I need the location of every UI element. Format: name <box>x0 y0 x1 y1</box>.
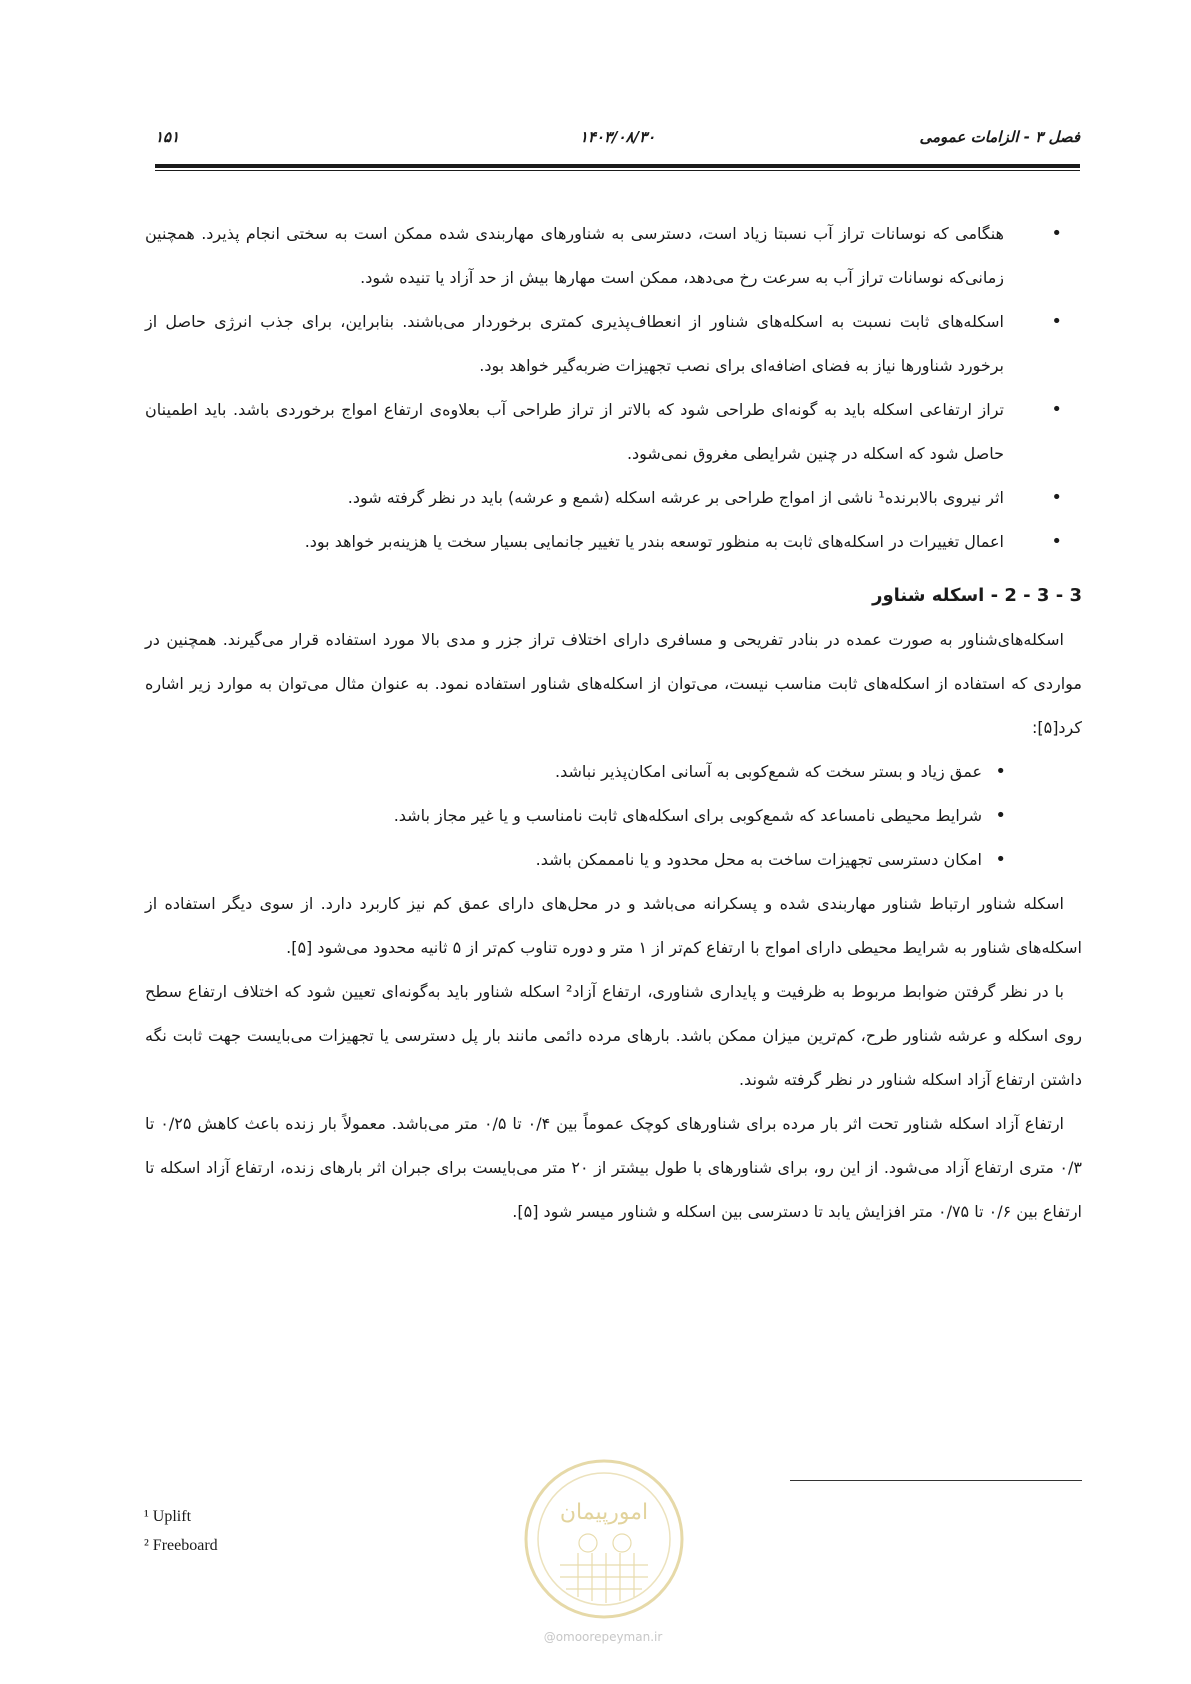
watermark-logo-text: امورپیمان <box>559 1500 649 1525</box>
list-item: • اسکله‌های ثابت نسبت به اسکله‌های شناور از انعطاف‌پذیری کمتری برخوردار می‌باشند. بنابراین، برای جذب انرژی حاصل از برخورد شناورها نیاز به فضای اضافه‌ای برای نصب تجهیزات ضربه‌گیر خواهد بود. <box>145 300 1082 388</box>
list-item: • امکان دسترسی تجهیزات ساخت به محل محدود و یا نامممکن باشد. <box>145 838 1082 882</box>
paragraph: با در نظر گرفتن ضوابط مربوط به ظرفیت و پایداری شناوری، ارتفاع آزاد² اسکله شناور باید به‌گونه‌ای تعیین شود که اختلاف ارتفاع سطح روی اسکله و عرشه شناور طرح، کم‌ترین میزان ممکن باشد. بارهای مرده دائمی مانند بار پل دسترسی یا تجهیزات می‌بایست جهت ثابت نگه داشتن ارتفاع آزاد اسکله شناور در نظر گرفته شوند. <box>145 982 1082 1089</box>
list-item: • هنگامی که نوسانات تراز آب نسبتا زیاد است، دسترسی به شناورهای مهاربندی شده ممکن است به سختی انجام پذیرد. همچنین زمانی‌که نوسانات تراز آب به سرعت رخ می‌دهد، ممکن است مهارها بیش از حد آزاد یا تنیده شود. <box>145 212 1082 300</box>
footnote-separator <box>790 1480 1082 1481</box>
list-item: • عمق زیاد و بستر سخت که شمع‌کوبی به آسانی امکان‌پذیر نباشد. <box>145 750 1082 794</box>
paragraph: اسکله‌های‌شناور به صورت عمده در بنادر تفریحی و مسافری دارای اختلاف تراز جزر و مدی بالا مورد استفاده قرار می‌گیرند. همچنین در مواردی که استفاده از اسکله‌های ثابت مناسب نیست، می‌توان از اسکله‌های شناور استفاده نمود. به عنوان مثال می‌توان به موارد زیر اشاره کرد[۵]: <box>145 630 1082 737</box>
footnotes <box>144 1502 218 1560</box>
watermark-logo-icon <box>522 1457 686 1621</box>
section-heading <box>145 574 1082 618</box>
list-item: • اعمال تغییرات در اسکله‌های ثابت به منظور توسعه بندر یا تغییر جانمایی بسیار سخت یا هزینه‌بر خواهد بود. <box>145 520 1082 564</box>
bullet-list-floating-cases <box>145 750 1082 882</box>
page-number: ۱۵۱ <box>155 128 180 146</box>
paragraph: ارتفاع آزاد اسکله شناور تحت اثر بار مرده برای شناورهای کوچک عموماً بین ۰/۴ تا ۰/۵ متر می‌باشد. معمولاً بار زنده باعث کاهش ۰/۲۵ تا ۰/۳ متری ارتفاع آزاد می‌شود. از این رو، برای شناورهای با طول بیشتر از ۲۰ متر می‌بایست برای جبران اثر بارهای زنده، ارتفاع آزاد اسکله تا ارتفاع بین ۰/۶ تا ۰/۷۵ متر افزایش یابد تا دسترسی بین اسکله و شناور میسر شود [۵]. <box>145 1114 1082 1221</box>
header-rule-thin <box>155 170 1080 171</box>
header-rule-thick <box>155 164 1080 168</box>
list-item: • شرایط محیطی نامساعد که شمع‌کوبی برای اسکله‌های ثابت نامناسب و یا غیر مجاز باشد. <box>145 794 1082 838</box>
footnote: ¹ Uplift <box>144 1508 192 1525</box>
page-body <box>145 212 1082 1234</box>
header-date: ۱۴۰۳/۰۸/۳۰ <box>579 128 656 146</box>
paragraph: اسکله شناور ارتباط شناور مهاربندی شده و پسکرانه می‌باشد و در محل‌های دارای عمق کم نیز کاربرد دارد. از سوی دیگر استفاده از اسکله‌های شناور به شرایط محیطی دارای امواج با ارتفاع کم‌تر از ۱ متر و دوره تناوب کم‌تر از ۵ ثانیه محدود می‌شود [۵]. <box>145 894 1082 957</box>
bullet-list-fixed-pier <box>145 212 1082 564</box>
footnote: ² Freeboard <box>144 1537 218 1554</box>
page-header <box>155 128 1080 158</box>
chapter-title: فصل ۳ - الزامات عمومی <box>919 128 1080 146</box>
watermark-url: @omoorepeyman.ir <box>543 1630 663 1644</box>
list-item: • اثر نیروی بالابرنده¹ ناشی از امواج طراحی بر عرشه اسکله (شمع و عرشه) باید در نظر گرفته شود. <box>145 476 1082 520</box>
list-item: • تراز ارتفاعی اسکله باید به گونه‌ای طراحی شود که بالاتر از تراز طراحی آب بعلاوه‌ی ارتفاع امواج برخوردی باشد. باید اطمینان حاصل شود که اسکله در چنین شرایطی مغروق نمی‌شود. <box>145 388 1082 476</box>
section-title: اسکله شناور <box>872 585 985 606</box>
section-number: 3 - 3 - 2 - <box>990 585 1082 606</box>
